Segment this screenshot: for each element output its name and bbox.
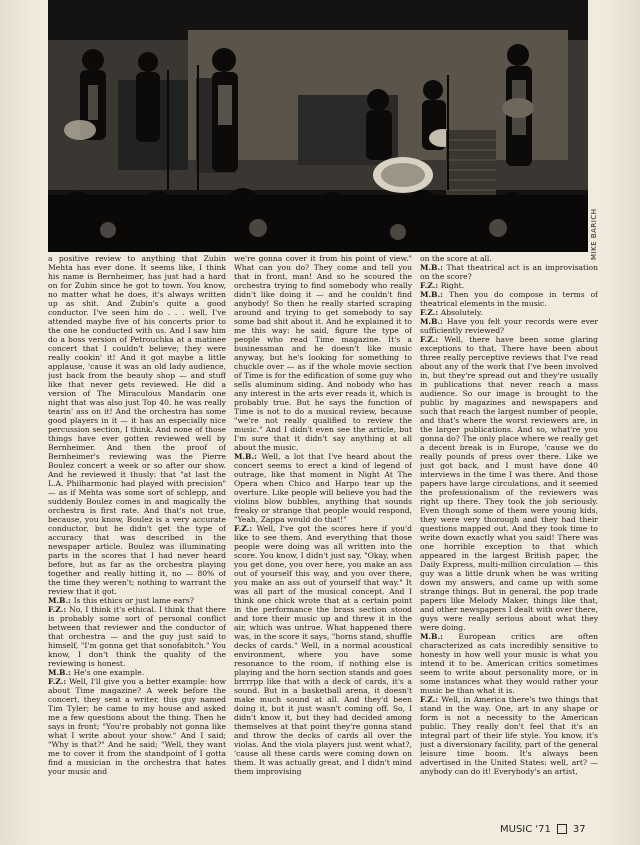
paragraph: M.B.: Then you do compose in terms of theatrical elements in the music.: [420, 290, 598, 308]
column-2: [234, 254, 412, 824]
speaker-tag: M.B.:: [234, 452, 262, 461]
speaker-tag: M.B.:: [420, 290, 450, 299]
square-icon: [557, 824, 567, 834]
paragraph: M.B.: European critics are often characterized as cats incredibly sensitive to honesty in how well your music is what you intend it to be. American critics sometimes seem to write about personality more, or in some instances what they would rather your music be than what it is.: [420, 632, 598, 695]
page-number: 37: [572, 823, 586, 835]
speaker-tag: F.Z.:: [420, 335, 445, 344]
paragraph: M.B.: That theatrical act is an improvisation on the score?: [420, 263, 598, 281]
paragraph: F.Z.: No, I think it's ethical. I think that there is probably some sort of personal conflict between that reviewer and the conductor of that orchestra — and the guy just said to himself, "I'm gonna get that sonofabitch." You know, I don't think the quality of the reviewing is honest.: [48, 605, 226, 668]
paragraph: F.Z.: Well, I've got the scores here if you'd like to see them. And everything that those people were doing was all written into the score. You know, I didn't just say, "Okay, when you get done, you over here, you make an ass out of yourself this way, and you over there, you make an ass out of yourself that way." It was all part of the musical concept. And I think one chick wrote that at a certain point in the performance the brass section stood and tore their music up and threw it in the air, which was untrue. What happened there was, in the score it says, "horns stand, shuffle decks of cards." Well, in a normal acoustical environment, where you have some resonance to the room, if nothing else is playing and the horn section stands and goes brrrrpp like that with a deck of cards, it's a sound. But in a basketball arena, it doesn't make much sound at all. And they'd been doing it, but it just wasn't coming off. So, I didn't know it, but they had decided among themselves at that point they're gonna stand and throw the decks of cards all over the violas. And the viola players just went what?, 'cause all these cards were coming down on them. It was actually great, and I didn't mind them improvising: [234, 524, 412, 776]
speaker-tag: M.B.:: [420, 317, 447, 326]
speaker-tag: F.Z.:: [420, 695, 442, 704]
paragraph: F.Z.: Absolutely.: [420, 308, 483, 317]
paragraph: M.B.: Have you felt your records were ever sufficiently reviewed?: [420, 317, 598, 335]
speaker-tag: F.Z.:: [48, 605, 70, 614]
speaker-tag: M.B.:: [48, 596, 74, 605]
paragraph: on the score at all.: [420, 254, 492, 263]
paragraph: F.Z.: Well, there have been some glaring exceptions to that. There have been about three really perceptive reviews that I've read about any of the work that I've been involved in, but they're spread out and they're usually in publications that never reach a mass audience. So our image is brought to the public by magazines and newspapers and such that reach the largest number of people, and that's where the worst reviewers are, in the larger publications. And so, what're you gonna do? The only place where we really get a decent break is in Europe, 'cause we do really pounds of press over there. Like we just got back, and I must have done 40 interviews in the time I was there. And those papers have large circulations, and it seemed the professionalism of the reviewers was right up there. They took the job seriously. Even though some of them were young kids, they were very thorough and they had their questions mapped out. And they took time to write down exactly what you said! There was one horrible exception to that which appeared in the largest British paper, the Daily Express, multi-million circulation — this guy was a little drunk when he was writing down my answers, and came up with some strange things. But in general, the pop trade papers like Melody Maker, things like that, and other newspapers I dealt with over there, guys were really serious about what they were doing.: [420, 335, 598, 632]
speaker-tag: F.Z.:: [234, 524, 257, 533]
photo-credit: MIKE BARICH: [590, 208, 598, 260]
speaker-tag: M.B.:: [420, 632, 459, 641]
paragraph: a positive review to anything that Zubin Mehta has ever done. It seems like, I think his name is Bernheimer, has just had a hard on for Zubin since he got to town. You know, no matter what he does, it's always written up as shit. And Zubin's quite a good conductor. I've seen him do . . . well, I've attended maybe five of his concerts prior to the one he conducted with us. And I saw him do a boss version of Petrouchka at a matinee concert that I couldn't believe; they were really cookin' it! And it got maybe a little applause, 'cause it was an old lady audience, just back from the beauty shop — and stuff like that never gets reviewed. He did a version of The Miraculous Mandarin one night that was also just Top 40. he was really tearin' ass on it! And the orchestra has some good players in it — it has an especially nice percussion section, I think. And none of those things have ever gotten reviewed well by Bernheimer. And then the proof of Bernheimer's reviewing was the Pierre Boulez concert a week or so after our show. And he reviewed it thusly: that "at last the L.A. Philharmonic had played with precision" — as if Mehta was some sort of schlepp, and suddenly Boulez comes in and magically the orchestra is first rate. And that's not true, because, you know, Boulez is a very accurate conductor, but he didn't get the type of accuracy that was described in the newspaper article. Boulez was illuminating parts in the scores that I had never heard before, but as far as the orchestra playing together and really hitting it, no — 80% of the time they weren't; nothing to warrant the review that it got.: [48, 254, 226, 596]
speaker-tag: M.B.:: [420, 263, 447, 272]
speaker-tag: F.Z.:: [420, 308, 441, 317]
column-1: [48, 254, 226, 824]
paragraph: we're gonna cover it from his point of view." What can you do? They come and tell you that in front, man! And so he scoured the orchestra trying to find somebody who really didn't like doing it — and he couldn't find anybody! So then he really started scraping around and trying to get somebody to say some bad shit about it. And he explained it to me this way: he said, figure the type of people who read Time magazine. It's a businessman and he doesn't like music anyway, but he's looking for something to chuckle over — as if the whole movie section of Time is for the edification of some guy who sells aluminum siding. And nobody who has any interest in the arts ever reads it, which is probably true. But he says the function of Time is not to do a musical review, because "we're not really qualified to review the music." And I didn't even see the article, but I'm sure that it didn't say anything at all about the music.: [234, 254, 412, 452]
magazine-label: MUSIC '71: [500, 823, 551, 835]
band-photo: [48, 0, 588, 252]
paragraph: M.B.: Is this ethics or just lame ears?: [48, 596, 194, 605]
band-photo-illustration: [48, 0, 588, 252]
speaker-tag: M.B.:: [48, 668, 74, 677]
speaker-tag: F.Z.:: [48, 677, 70, 686]
paragraph: F.Z.: Well, I'll give you a better example: how about Time magazine? A week before the concert, they sent a writer, this guy named Tim Tyler; he came to my house and asked me a few questions about the thing. Then he says in front; "You're probably not gonna like what I write about your show." And I said; "Why is that?" And he said; "Well, they want me to cover it from the standpoint of I gotta find a musician in the orchestra that hates your music and: [48, 677, 226, 776]
paragraph: M.B.: Well, a lot that I've heard about the concert seems to erect a kind of legend of outrage, like that moment in Night At The Opera when Chico and Harpo tear up the overture. Like people will believe you had the violins blow bubbles, anything that sounds freaky or strange that people would respond, "Yeah, Zappa would do that!": [234, 452, 412, 524]
page-footer: [500, 822, 600, 836]
paragraph: F.Z.: Right.: [420, 281, 465, 290]
article-columns: [48, 254, 600, 824]
paragraph: F.Z.: Well, in America there's two things that stand in the way. One, art in any shape or form is not a necessity to the American public. They really don't feel that it's an integral part of their life style. You know, it's just a diversionary facility, part of the general leisure time boom. It's always been advertised in the United States: well, art? — anybody can do it! Everybody's an artist,: [420, 695, 598, 776]
paragraph: M.B.: He's one example.: [48, 668, 145, 677]
column-3: [420, 254, 598, 824]
speaker-tag: F.Z.:: [420, 281, 441, 290]
